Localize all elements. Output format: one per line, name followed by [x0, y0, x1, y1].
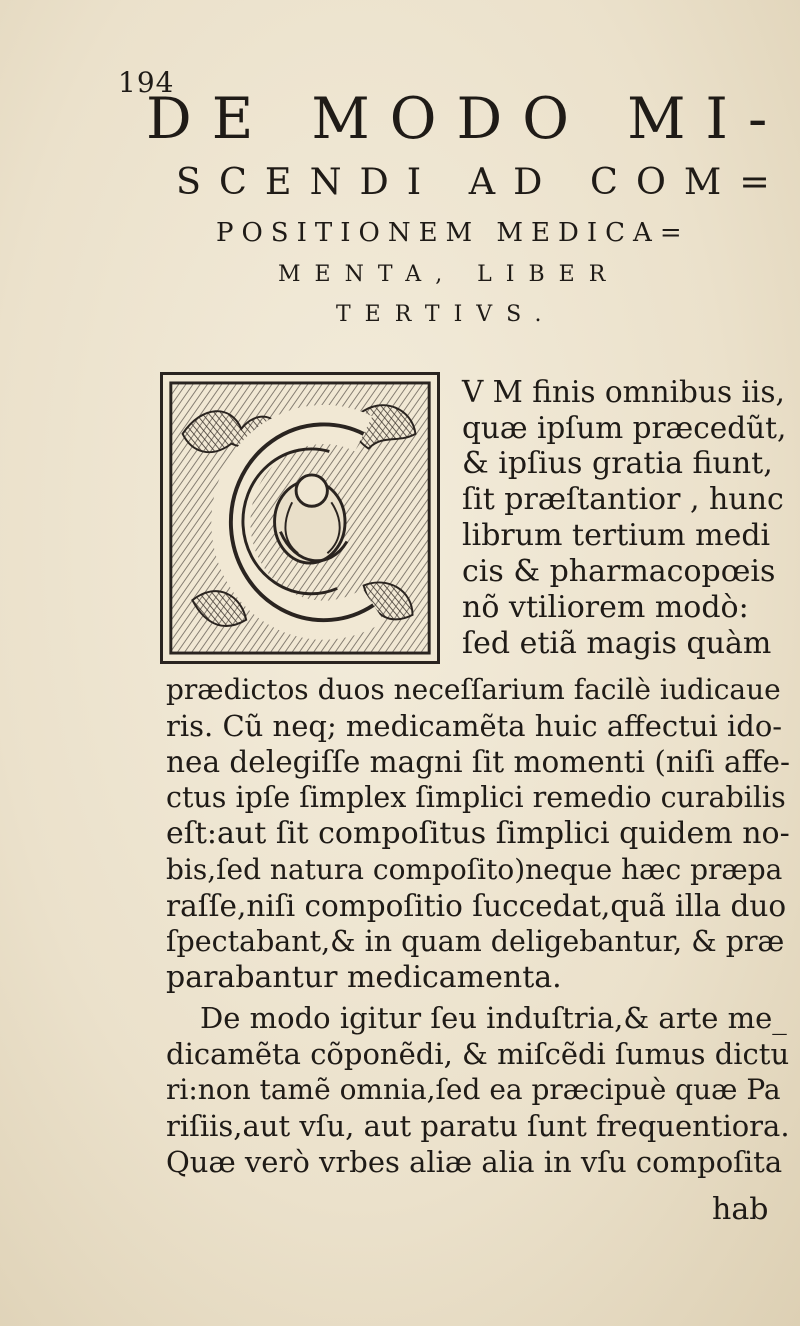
woodcut-initial-illustration — [163, 375, 437, 661]
text-line-5: librum tertium medi — [462, 518, 771, 553]
text-line-11: nea delegiſſe magni ſit momenti (niſi affe- — [166, 745, 790, 779]
text-line-2: quæ ipſum præcedũt, — [462, 411, 787, 445]
text-line-3: & ipſius gratia fiunt, — [462, 446, 773, 481]
title-line-1: DE MODO MI- — [146, 86, 788, 152]
title-line-2: SCENDI AD COM= — [176, 160, 788, 203]
text-line-22: Quæ verò vrbes aliæ alia in vſu compoſita — [166, 1145, 783, 1179]
text-line-20: ri:non tamẽ omnia,ſed ea præcipuè quæ Pa — [166, 1073, 781, 1106]
page-number: 194 — [118, 66, 175, 99]
text-line-7: nõ vtiliorem modò: — [462, 590, 749, 625]
text-line-14: bis,ſed natura compoſito)neque hæc præpa — [166, 853, 783, 886]
decorated-initial-c — [160, 372, 440, 664]
text-line-4: ſit præſtantior , hunc — [462, 482, 784, 517]
text-line-10: ris. Cũ neq; medicamẽta huic affectui ido- — [166, 709, 783, 743]
text-line-21: riſiis,aut vſu, aut paratu ſunt frequentiora. — [166, 1109, 790, 1143]
text-line-19: dicamẽta cõponẽdi, & miſcẽdi ſumus dictu — [166, 1037, 790, 1071]
text-line-15: raſſe,niſi compoſitio ſuccedat,quã illa duo — [166, 889, 787, 923]
catchword: hab — [712, 1192, 769, 1227]
text-line-17: parabantur medicamenta. — [166, 960, 562, 995]
text-line-12: ctus ipſe ſimplex ſimplici remedio curabilis — [166, 781, 786, 814]
text-line-9: prædictos duos neceſſarium facilè iudicaue — [166, 673, 781, 706]
text-line-16: ſpectabant,& in quam deligebantur, & præ — [166, 925, 785, 958]
text-line-8: ſed etiã magis quàm — [462, 626, 772, 661]
text-line-13: eſt:aut ſit compoſitus ſimplici quidem no- — [166, 816, 790, 851]
text-line-1: V M finis omnibus iis, — [462, 375, 785, 409]
text-line-6: cis & pharmacopœis — [462, 554, 776, 589]
title-line-4: MENTA, LIBER — [278, 262, 620, 287]
text-line-18: De modo igitur ſeu induſtria,& arte me_ — [200, 1001, 787, 1035]
title-line-3: POSITIONEM MEDICA= — [216, 218, 690, 248]
title-line-5: TERTIVS. — [336, 302, 556, 327]
